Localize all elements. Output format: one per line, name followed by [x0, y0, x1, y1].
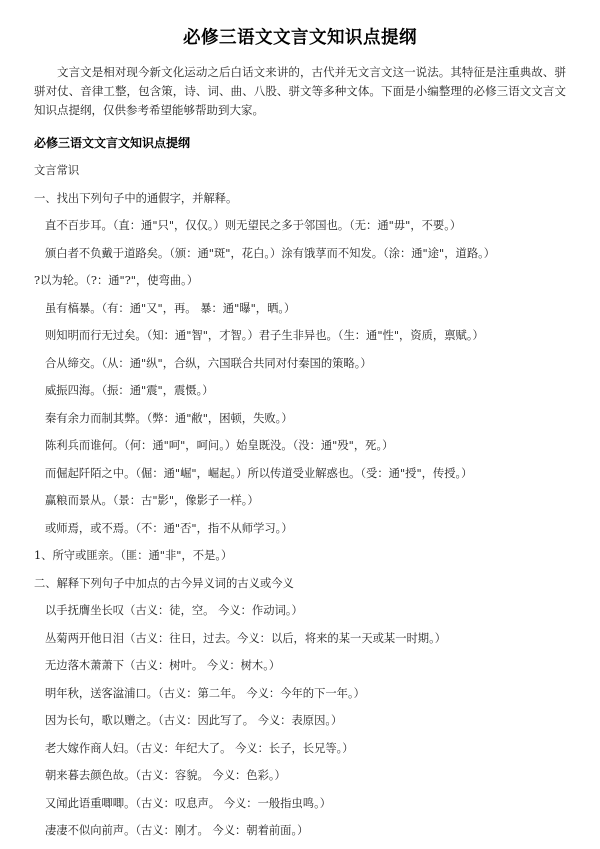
content-line: 或师焉，或不焉。（不：通"否"，指不从师学习。）: [45, 521, 293, 535]
content-line: 而倔起阡陌之中。（倔：通"崛"，崛起。）所以传道受业解惑也。（受：通"授"，传授。）: [45, 466, 473, 480]
content-line: 以手抚膺坐长叹（古义：徒，空。 今义：作动词。）: [45, 604, 303, 617]
content-line: 虽有槁暴。（有：通"又"，再。 暴：通"曝"，晒。）: [45, 301, 296, 315]
content-line: 直不百步耳。（直：通"只"，仅仅。）则无望民之多于邻国也。（无：通"毋"，不要。）: [45, 219, 462, 232]
content-line: 朝来暮去颜色故。（古义：容貌。 今义：色彩。）: [45, 769, 286, 782]
content-line: 文言常识: [34, 164, 80, 177]
content-line: 凄凄不似向前声。（古义：刚才。 今义：朝着前面。）: [45, 824, 309, 837]
content-line: 秦有余力而制其弊。（弊：通"敝"，困顿，失败。）: [45, 411, 293, 425]
content-line: 因为长句，歌以赠之。（古义：因此写了。 今义：表原因。）: [45, 714, 343, 727]
section-subheading: 必修三语文文言文知识点提纲: [34, 136, 191, 150]
content-line: 则知明而行无过矣。（知：通"智"，才智。）君子生非异也。（生：通"性"，资质，禀赋。）: [45, 329, 484, 342]
content-line: 合从缔交。（从：通"纵"，合纵，六国联合共同对付秦国的策略。）: [45, 356, 372, 370]
content-line: 又闻此语重唧唧。（古义：叹息声。 今义：一般指虫鸣。）: [45, 796, 332, 810]
content-line: ?以为轮。（?：通"?"，使弯曲。）: [34, 274, 199, 287]
content-line: 二、解释下列句子中加点的古今异义词的古义或今义: [34, 576, 294, 590]
content-line: 陈利兵而谁何。（何：通"呵"，呵问。）始皇既没。（没：通"殁"，死。）: [45, 439, 394, 452]
content-line: 老大嫁作商人妇。（古义：年纪大了。 今义：长子，长兄等。）: [45, 741, 354, 755]
content-line: 明年秋，送客湓浦口。（古义：第二年。 今义：今年的下一年。）: [45, 686, 365, 700]
content-line: 丛菊两开他日泪（古义：往日，过去。今义：以后，将来的某一天或某一时期。）: [45, 631, 447, 645]
content-line: 1、所守或匪亲。（匪：通"非"，不是。）: [34, 549, 233, 562]
intro-paragraph: 文言文是相对现今新文化运动之后白话文来讲的，古代并无文言文这一说法。其特征是注重典故、骈骈对仗、音律工整，包含策，诗、词、曲、八股、骈文等多种文体。下面是小编整理的必修三语文文言文知识点提纲，仅供参考希望能够帮助到大家。: [34, 65, 566, 117]
page-title: 必修三语文文言文知识点提纲: [183, 28, 417, 48]
content-line: 一、找出下列句子中的通假字，并解释。: [34, 191, 238, 205]
content-line: 无边落木萧萧下（古义：树叶。 今义：树木。）: [45, 659, 281, 672]
content-line: 威振四海。（振：通"震"，震慑。）: [45, 384, 214, 397]
content-line: 赢粮而景从。（景：古"影"，像影子一样。）: [45, 494, 259, 507]
content-line: 颁白者不负戴于道路矣。（颁：通"斑"，花白。）涂有饿莩而不知发。（涂：通"途"，道路。）: [45, 246, 496, 260]
